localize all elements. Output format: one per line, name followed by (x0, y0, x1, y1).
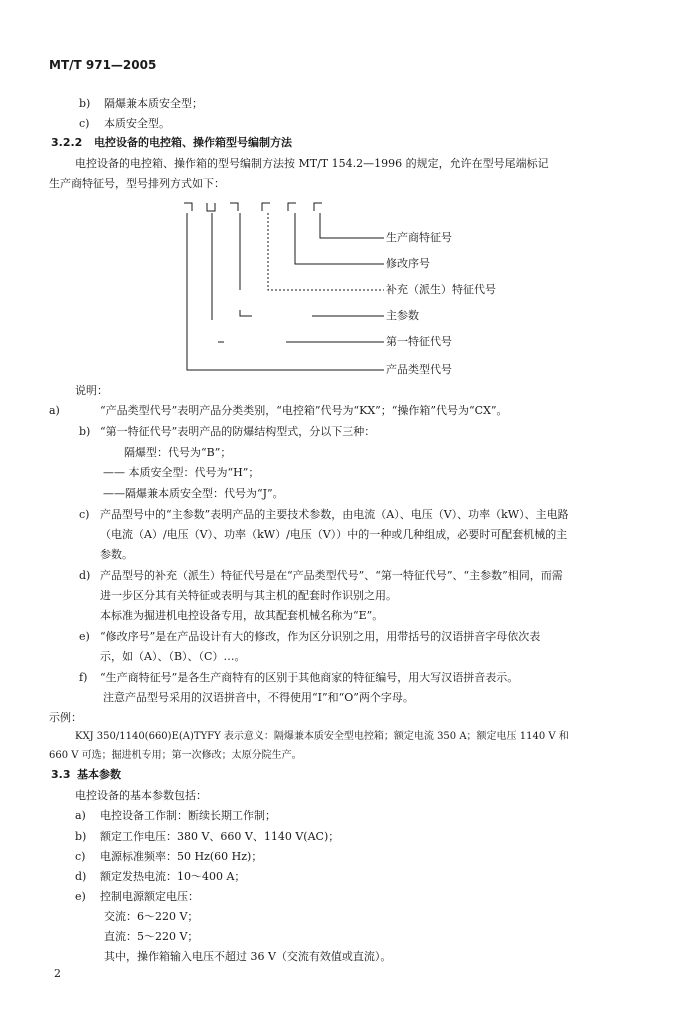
section-number: 3.3 (51, 768, 71, 781)
diagram-label: 产品类型代号 (386, 363, 452, 376)
param-text: 电源标准频率：50 Hz(60 Hz)； (100, 850, 263, 863)
list-marker: b) (79, 97, 91, 110)
note-text: 产品型号的补充（派生）特征代号是在“产品类型代号”、“第一特征代号”、“主参数”相同，而需 (100, 569, 563, 582)
note-subitem: 隔爆型：代号为“B”； (124, 446, 232, 459)
list-item-text: 本质安全型。 (104, 117, 170, 130)
diagram-label: 生产商特征号 (386, 231, 452, 244)
code-slot-2-mark (207, 203, 215, 211)
example-heading: 示例： (49, 711, 82, 724)
example-text: 660 V 可选；掘进机专用；第一次修改；太原分院生产。 (49, 750, 302, 761)
note-text: 注意产品型号采用的汉语拼音中，不得使用“I”和“O”两个字母。 (103, 691, 414, 704)
param-subitem: 其中，操作箱输入电压不超过 36 V（交流有效值或直流）。 (104, 950, 392, 963)
note-heading: 说明： (75, 384, 108, 397)
note-text: 示，如（A）、（B）、（C）…。 (100, 650, 246, 663)
param-subitem: 交流：6～220 V； (104, 910, 199, 923)
paragraph-line: 生产商特征号，型号排列方式如下： (49, 177, 225, 190)
diagram-label: 补充（派生）特征代号 (386, 283, 496, 296)
code-slot-1-mark (184, 203, 192, 211)
note-text: 进一步区分其有关特征或表明与其主机的配套时作识别之用。 (100, 589, 397, 602)
list-marker: c) (75, 850, 86, 863)
list-item-text: 隔爆兼本质安全型； (104, 97, 203, 110)
note-text: “修改序号”是在产品设计有大的修改，作为区分识别之用，用带括号的汉语拼音字母依次表 (100, 630, 541, 643)
list-marker: c) (79, 508, 90, 521)
leader-line-product-type (187, 213, 384, 370)
note-text: （电流（A）/电压（V）、功率（kW）/电压（V））中的一种或几种组成，必要时可配套机械的主 (100, 528, 568, 541)
code-slot-5-mark (288, 203, 296, 211)
list-marker: d) (79, 569, 91, 582)
section-title: 基本参数 (77, 768, 121, 781)
leader-line-manufacturer (320, 213, 384, 238)
list-marker: d) (75, 870, 87, 883)
code-slot-4-mark (262, 203, 270, 211)
note-text: 产品型号中的“主参数”表明产品的主要技术参数，由电流（A）、电压（V）、功率（kW）、主电路 (100, 508, 569, 521)
note-subitem: —— 本质安全型：代号为“H”； (103, 466, 260, 479)
note-text: “生产商特征号”是各生产商特有的区别于其他商家的特征编号，用大写汉语拼音表示。 (100, 671, 519, 684)
note-text: 参数。 (100, 548, 133, 561)
section-title: 电控设备的电控箱、操作箱型号编制方法 (94, 136, 292, 149)
diagram-label: 主参数 (386, 309, 419, 322)
list-marker: e) (79, 630, 90, 643)
list-marker: e) (75, 890, 86, 903)
list-marker: c) (79, 117, 90, 130)
note-text: “产品类型代号”表明产品分类类别，“电控箱”代号为“KX”；“操作箱”代号为“CX”。 (100, 404, 508, 417)
standard-number-header: MT/T 971—2005 (49, 58, 157, 72)
list-marker: b) (75, 830, 87, 843)
param-text: 控制电源额定电压： (100, 890, 199, 903)
note-subitem: ——隔爆兼本质安全型：代号为“J”。 (103, 487, 284, 500)
section-number: 3.2.2 (51, 136, 83, 149)
page-number: 2 (54, 967, 61, 980)
code-slot-6-mark (314, 203, 322, 211)
example-text: KXJ 350/1140(660)E(A)TYFY 表示意义：隔爆兼本质安全型电控箱；额定电流 350 A；额定电压 1140 V 和 (75, 731, 569, 742)
note-text: 本标准为掘进机电控设备专用，故其配套机械名称为“E”。 (100, 609, 384, 622)
list-marker: f) (79, 671, 88, 684)
paragraph-line: 电控设备的电控箱、操作箱的型号编制方法按 MT/T 154.2—1996 的规定，允许在型号尾端标记 (75, 157, 549, 170)
paragraph-line: 电控设备的基本参数包括： (75, 789, 207, 802)
diagram-label: 修改序号 (386, 257, 430, 270)
list-marker: b) (79, 425, 91, 438)
diagram-label: 第一特征代号 (386, 335, 452, 348)
list-marker: a) (49, 404, 60, 417)
leader-line-main-param-b (240, 310, 252, 316)
param-text: 电控设备工作制：断续长期工作制； (100, 809, 276, 822)
leader-line-supplementary (268, 213, 384, 290)
param-text: 额定工作电压：380 V、660 V、1140 V(AC)； (100, 830, 340, 843)
param-text: 额定发热电流：10～400 A； (100, 870, 246, 883)
note-text: “第一特征代号”表明产品的防爆结构型式，分以下三种： (100, 425, 376, 438)
code-slot-3-mark (230, 203, 238, 211)
list-marker: a) (75, 809, 86, 822)
param-subitem: 直流：5～220 V； (104, 930, 199, 943)
